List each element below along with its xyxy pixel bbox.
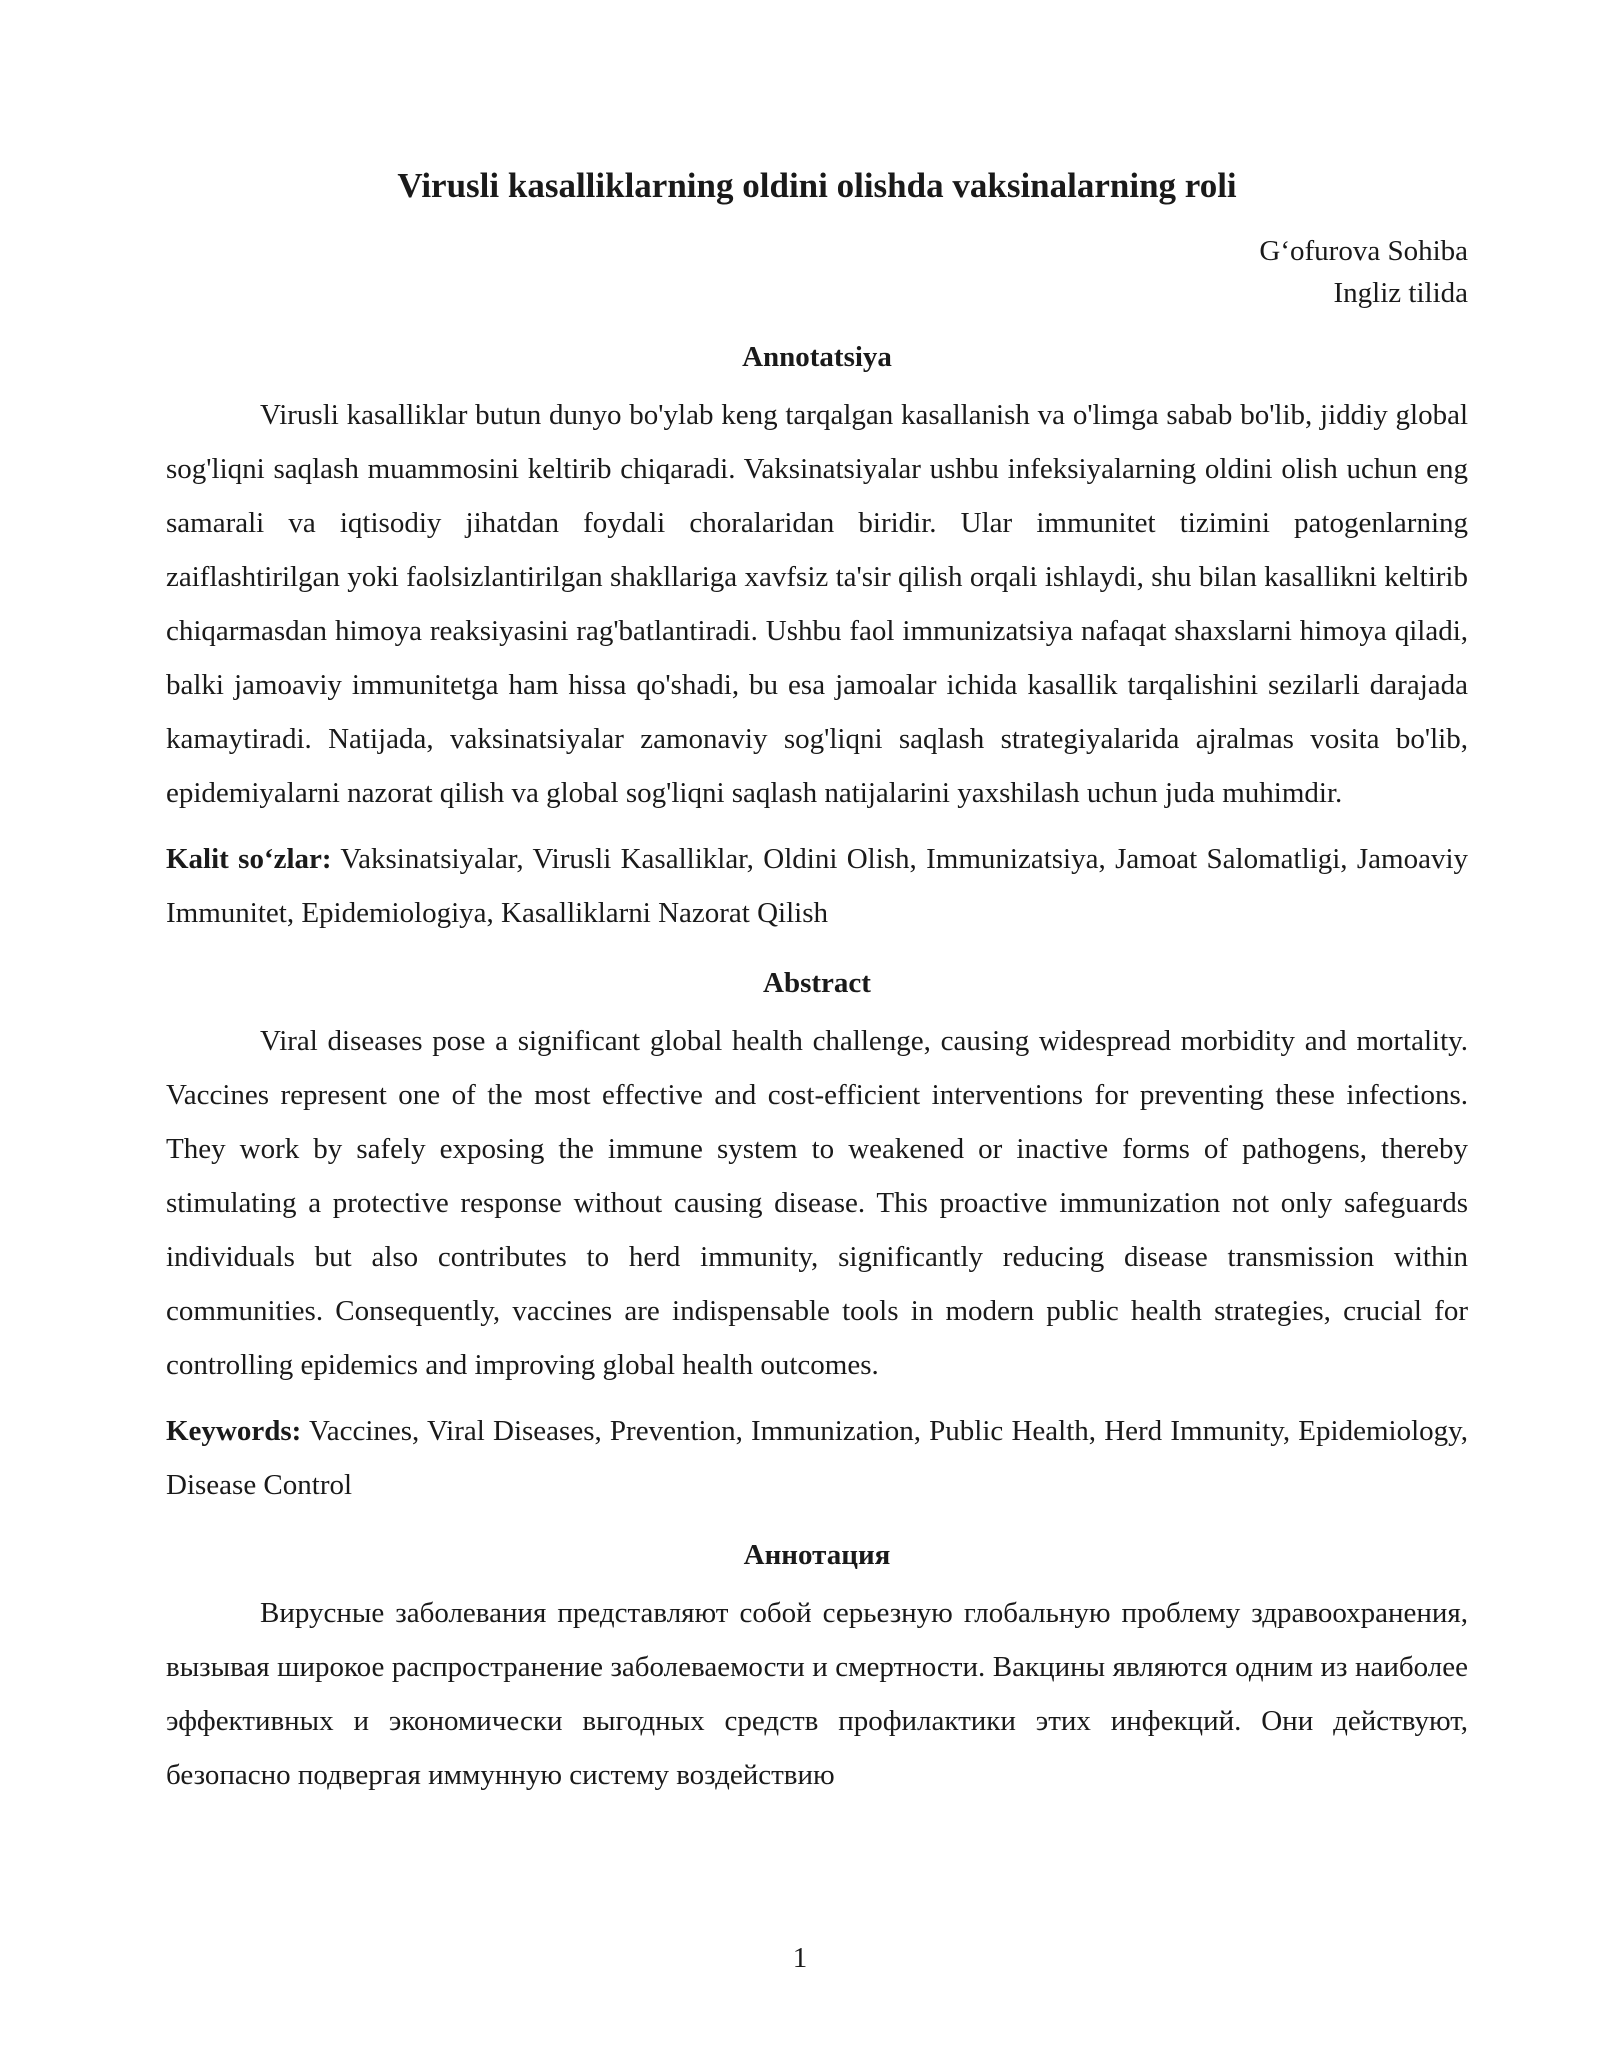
keywords-english-list: Vaccines, Viral Diseases, Prevention, Immunization, Public Health, Herd Immunity, Epidemiology, Disease Control [166, 1415, 1468, 1501]
annotation-uzbek [166, 336, 1468, 940]
author-affiliation: Ingliz tilida [1333, 277, 1468, 309]
annotation-russian [166, 1534, 1468, 1802]
keywords-uzbek-list: Vaksinatsiyalar, Virusli Kasalliklar, Oldini Olish, Immunizatsiya, Jamoat Salomatligi, Jamoaviy Immunitet, Epidemiologiya, Kasalliklarni Nazorat Qilish [166, 843, 1468, 929]
page-number: 1 [792, 1942, 808, 1974]
keywords-english-label: Keywords: [166, 1415, 302, 1447]
section-heading-abstract: Abstract [763, 967, 871, 999]
keywords-uzbek-label: Kalit so‘zlar: [166, 843, 332, 875]
abstract-english [166, 962, 1468, 1512]
section-heading-annotatsiya-ru: Аннотация [743, 1539, 891, 1571]
author-name: G‘ofurova Sohiba [1259, 235, 1468, 267]
abstract-english-body: Viral diseases pose a significant global health challenge, causing widespread morbidity and mortality. Vaccines represent one of the most effective and cost-efficient interventions for preventing these infections. They work by safely exposing the immune system to weakened or inactive forms of pathogens, thereby stimulating a protective response without causing disease. This proactive immunization not only safeguards individuals but also contributes to herd immunity, significantly reducing disease transmission within communities. Consequently, vaccines are indispensable tools in modern public health strategies, crucial for controlling epidemics and improving global health outcomes. [166, 1025, 1468, 1381]
annotation-uzbek-body: Virusli kasalliklar butun dunyo bo'ylab keng tarqalgan kasallanish va o'limga sabab bo'lib, jiddiy global sog'liqni saqlash muammosini keltirib chiqaradi. Vaksinatsiyalar ushbu infeksiyalarning oldini olish uchun eng samarali va iqtisodiy jihatdan foydali choralaridan biridir. Ular immunitet tizimini patogenlarning zaiflashtirilgan yoki faolsizlantirilgan shakllariga xavfsiz ta'sir qilish orqali ishlaydi, shu bilan kasallikni keltirib chiqarmasdan himoya reaksiyasini rag'batlantiradi. Ushbu faol immunizatsiya nafaqat shaxslarni himoya qiladi, balki jamoaviy immunitetga ham hissa qo'shadi, bu esa jamoalar ichida kasallik tarqalishini sezilarli darajada kamaytiradi. Natijada, vaksinatsiyalar zamonaviy sog'liqni saqlash strategiyalarida ajralmas vosita bo'lib, epidemiyalarni nazorat qilish va global sog'liqni saqlash natijalarini yaxshilash uchun juda muhimdir. [166, 399, 1468, 809]
keywords-english [166, 1404, 1468, 1512]
annotation-russian-body: Вирусные заболевания представляют собой серьезную глобальную проблему здравоохранения, вызывая широкое распространение заболеваемости и смертности. Вакцины являются одним из наиболее эффективных и экономически выгодных средств профилактики этих инфекций. Они действуют, безопасно подвергая иммунную систему воздействию [166, 1597, 1468, 1791]
paper-page [166, 160, 1468, 1802]
paper-title: Virusli kasalliklarning oldini olishda vaksinalarning roli [397, 166, 1237, 205]
keywords-uzbek [166, 832, 1468, 940]
section-heading-annotatsiya: Annotatsiya [742, 341, 892, 373]
